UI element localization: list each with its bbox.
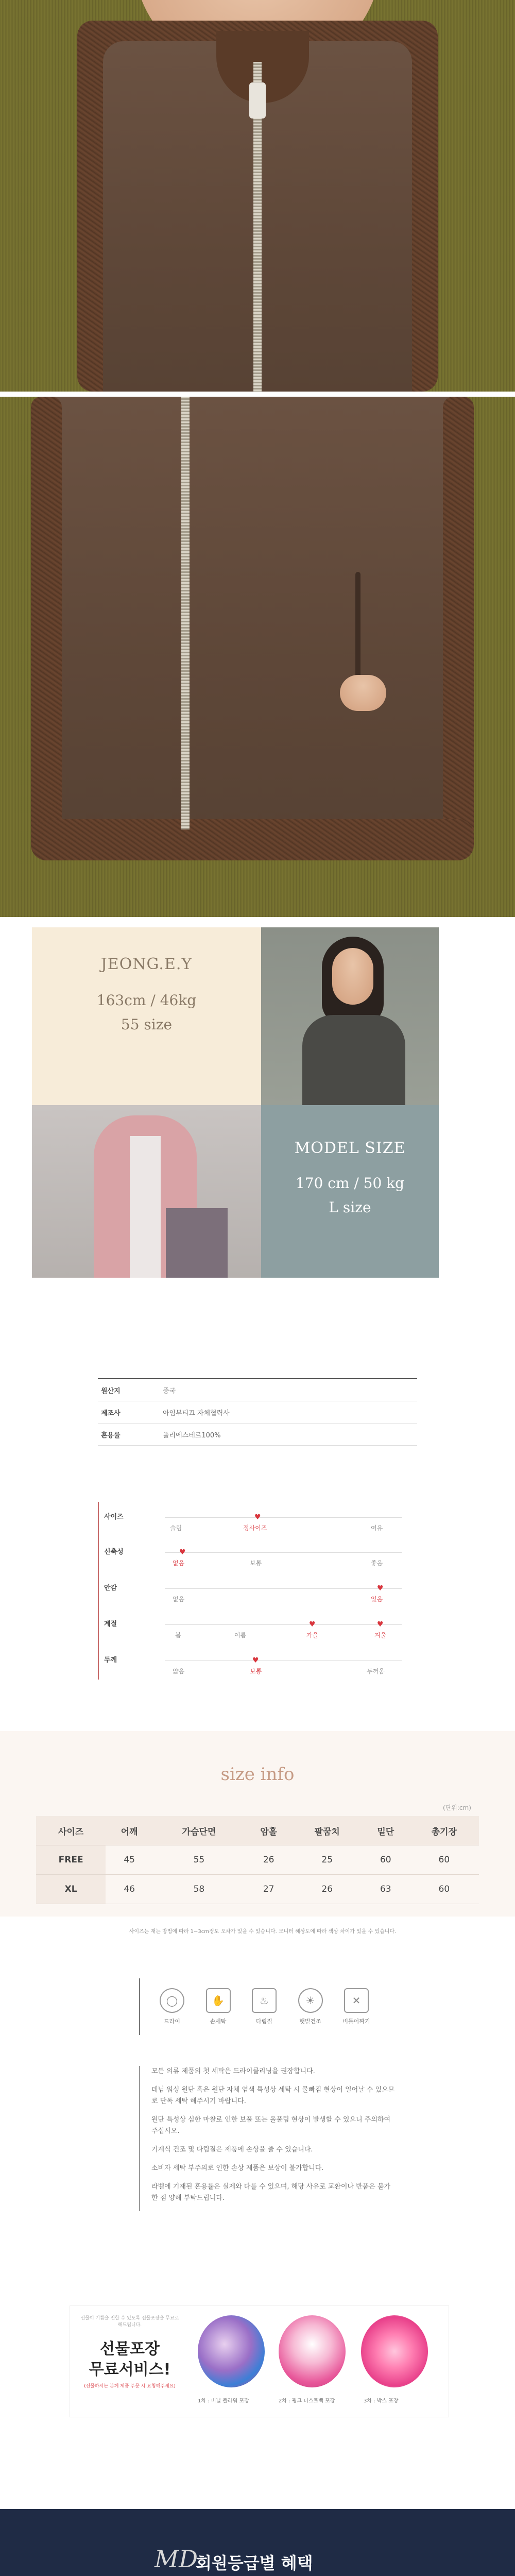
care-item-wring [337, 1988, 376, 2025]
model-info-box-left [32, 927, 261, 1105]
table-row [36, 1845, 479, 1875]
attr-option-selected: 겨울 [374, 1632, 387, 1639]
attr-option: 좋음 [371, 1560, 383, 1567]
attr-label-stretch: 신축성 [104, 1548, 124, 1556]
care-icons [139, 1978, 376, 2035]
attr-option-selected: 가을 [306, 1632, 319, 1639]
care-notes [139, 2066, 397, 2211]
info-row-maker [98, 1401, 417, 1423]
size-cell: 26 [293, 1875, 362, 1904]
size-cell: XL [36, 1875, 106, 1904]
size-info-title: size info [220, 1764, 295, 1785]
attr-option-selected: 정사이즈 [243, 1524, 267, 1532]
gift-subtext: (선물하시는 분께 제품 주문 시 요청해주세요) [84, 2384, 176, 2389]
selected-heart-icon: ♥ [179, 1548, 186, 1556]
attr-line [165, 1552, 402, 1553]
size-table-header [36, 1816, 479, 1845]
size-cell: 45 [106, 1845, 153, 1875]
iron-icon: ♨ [252, 1988, 277, 2013]
model-photo-2 [32, 1105, 261, 1278]
attr-option: 보통 [250, 1560, 262, 1567]
info-value: 중국 [163, 1387, 176, 1395]
size-cell: 55 [153, 1845, 245, 1875]
attr-option-selected: 보통 [250, 1668, 262, 1675]
attr-option: 봄 [175, 1632, 181, 1639]
size-cell: 63 [362, 1875, 409, 1904]
selected-heart-icon: ♥ [254, 1513, 261, 1521]
care-item-sun [291, 1988, 330, 2025]
size-cell: FREE [36, 1845, 106, 1875]
attribute-guide-line [98, 1502, 99, 1680]
size-cell: 60 [409, 1845, 479, 1875]
care-note: 모든 의류 제품의 첫 세탁은 드라이클리닝을 권장합니다. [151, 2067, 315, 2075]
care-label: 드라이 [164, 2018, 180, 2025]
care-note: 원단 특성상 심한 마찰로 인한 보풀 또는 올풀림 현상이 발생할 수 있으니 주의하여 주십시오. [151, 2116, 391, 2135]
model-info-box-right [261, 1105, 439, 1278]
care-note: 기계식 건조 및 다림질은 제품에 손상을 줄 수 있습니다. [151, 2146, 313, 2154]
size-note: 사이즈는 재는 방법에 따라 1~3cm정도 오차가 있을 수 있습니다. 모니터 해상도에 따라 색상 차이가 있을 수 있습니다. [129, 1929, 397, 1935]
gift-title-line2: 무료서비스! [89, 2361, 171, 2379]
model-right-height-weight: 170 cm / 50 kg [295, 1175, 405, 1192]
size-table [36, 1816, 479, 1904]
size-header-cell: 가슴단면 [153, 1816, 245, 1845]
table-row [36, 1875, 479, 1904]
gift-header: 선물이 기쁨을 전할 수 있도록 선물포장을 무료로 해드립니다. [80, 2316, 179, 2328]
size-cell: 25 [293, 1845, 362, 1875]
model-name: JEONG.E.Y [100, 955, 193, 973]
attr-line [165, 1660, 402, 1661]
model-size-section [0, 927, 515, 1278]
size-cell: 60 [362, 1845, 409, 1875]
care-label: 햇볕건조 [299, 2018, 321, 2025]
zipper-pull-icon [249, 82, 266, 118]
attr-line [165, 1624, 402, 1625]
dry-clean-icon: ◯ [160, 1988, 184, 2013]
gift-caption: 2차 : 핑크 더스트백 포장 [279, 2398, 335, 2404]
model-face-1 [332, 948, 373, 1005]
care-note: 라벨에 기재된 혼용률은 실제와 다를 수 있으며, 해당 사유로 교환이나 반품은 불가한 점 양해 부탁드립니다. [151, 2183, 391, 2202]
model-photo-1 [261, 927, 439, 1105]
gift-wrap-banner [70, 2306, 449, 2417]
care-note: 소비자 세탁 부주의로 인한 손상 제품은 보상이 불가합니다. [151, 2164, 324, 2172]
fur-hem [31, 819, 474, 860]
no-wring-icon: ✕ [344, 1988, 369, 2013]
size-header-cell: 팔꿈치 [293, 1816, 362, 1845]
model-right-size: L size [329, 1199, 371, 1216]
info-row-origin [98, 1379, 417, 1401]
size-header-cell: 어깨 [106, 1816, 153, 1845]
info-row-material [98, 1423, 417, 1446]
attr-label-thickness: 두께 [104, 1656, 117, 1664]
info-label: 혼용률 [101, 1431, 121, 1439]
care-item-handwash [199, 1988, 238, 2025]
size-cell: 60 [409, 1875, 479, 1904]
product-photo-closeup-top [0, 0, 515, 392]
zipper-track-lower [181, 397, 190, 829]
size-header-cell: 밑단 [362, 1816, 409, 1845]
attr-label-lining: 안감 [104, 1584, 117, 1592]
gift-title-line1: 선물포장 [100, 2340, 160, 2358]
size-cell: 58 [153, 1875, 245, 1904]
care-item-iron [245, 1988, 284, 2025]
attr-line [165, 1517, 402, 1518]
size-cell: 26 [245, 1845, 293, 1875]
size-cell: 27 [245, 1875, 293, 1904]
info-value: 아임부티끄 자체협력사 [163, 1409, 230, 1417]
size-unit: (단위:cm) [443, 1804, 471, 1811]
product-photo-closeup-bottom [0, 397, 515, 917]
sun-dry-icon: ☀ [298, 1988, 323, 2013]
model-hand [340, 675, 386, 711]
attr-label-season: 계절 [104, 1620, 117, 1628]
size-info-section [0, 1731, 515, 1917]
attr-option: 얇음 [173, 1668, 185, 1675]
attr-label-size: 사이즈 [104, 1513, 124, 1521]
attr-option: 없음 [173, 1596, 185, 1603]
care-note: 데님 워싱 원단 혹은 원단 자체 염색 특성상 세탁 시 물빠짐 현상이 일어날 수 있으므로 단독 세탁 해주시기 바랍니다. [151, 2086, 395, 2105]
info-label: 제조사 [101, 1409, 121, 1417]
model-bag [166, 1208, 228, 1278]
model-jacket-1 [302, 1015, 405, 1105]
attr-option: 여름 [234, 1632, 247, 1639]
attr-option-selected: 없음 [173, 1560, 185, 1567]
attr-option-selected: 있음 [371, 1596, 383, 1603]
attr-line [165, 1588, 402, 1589]
attr-option: 슬림 [170, 1524, 182, 1532]
gift-caption: 1차 : 비닐 플라워 포장 [198, 2398, 249, 2404]
selected-heart-icon: ♥ [377, 1620, 384, 1629]
size-header-cell: 암홀 [245, 1816, 293, 1845]
gift-photo-pink-dustbag [279, 2315, 346, 2387]
selected-heart-icon: ♥ [309, 1620, 316, 1629]
gift-caption: 3차 : 박스 포장 [364, 2398, 399, 2404]
size-cell: 46 [106, 1875, 153, 1904]
model-height-weight: 163cm / 46kg [96, 992, 197, 1009]
product-info-table [98, 1378, 417, 1446]
gift-photo-box [361, 2315, 428, 2387]
care-label: 손세탁 [210, 2018, 227, 2025]
care-label: 다림질 [256, 2018, 272, 2025]
model-size: 55 size [121, 1016, 173, 1033]
gift-photo-vinyl-flower [198, 2315, 265, 2387]
size-header-cell: 사이즈 [36, 1816, 106, 1845]
selected-heart-icon: ♥ [377, 1584, 384, 1592]
size-header-cell: 총기장 [409, 1816, 479, 1845]
care-label: 비틀어짜기 [342, 2018, 370, 2025]
attr-option: 여유 [371, 1524, 383, 1532]
attr-option: 두꺼움 [367, 1668, 385, 1675]
fur-trim-left [31, 397, 62, 840]
hand-wash-icon: ✋ [206, 1988, 231, 2013]
model-size-title: MODEL SIZE [294, 1139, 406, 1157]
info-value: 폴리에스테르100% [163, 1431, 221, 1439]
leather-vest-lower [52, 397, 453, 840]
info-label: 원산지 [101, 1387, 121, 1395]
membership-logo: MD [154, 2545, 198, 2573]
membership-title: 회원등급별 혜택 [196, 2553, 313, 2573]
model-inner-top [130, 1136, 161, 1278]
selected-heart-icon: ♥ [252, 1656, 259, 1665]
fur-trim-right [443, 397, 474, 840]
care-item-dry [152, 1988, 192, 2025]
attribute-scales [98, 1502, 417, 1695]
